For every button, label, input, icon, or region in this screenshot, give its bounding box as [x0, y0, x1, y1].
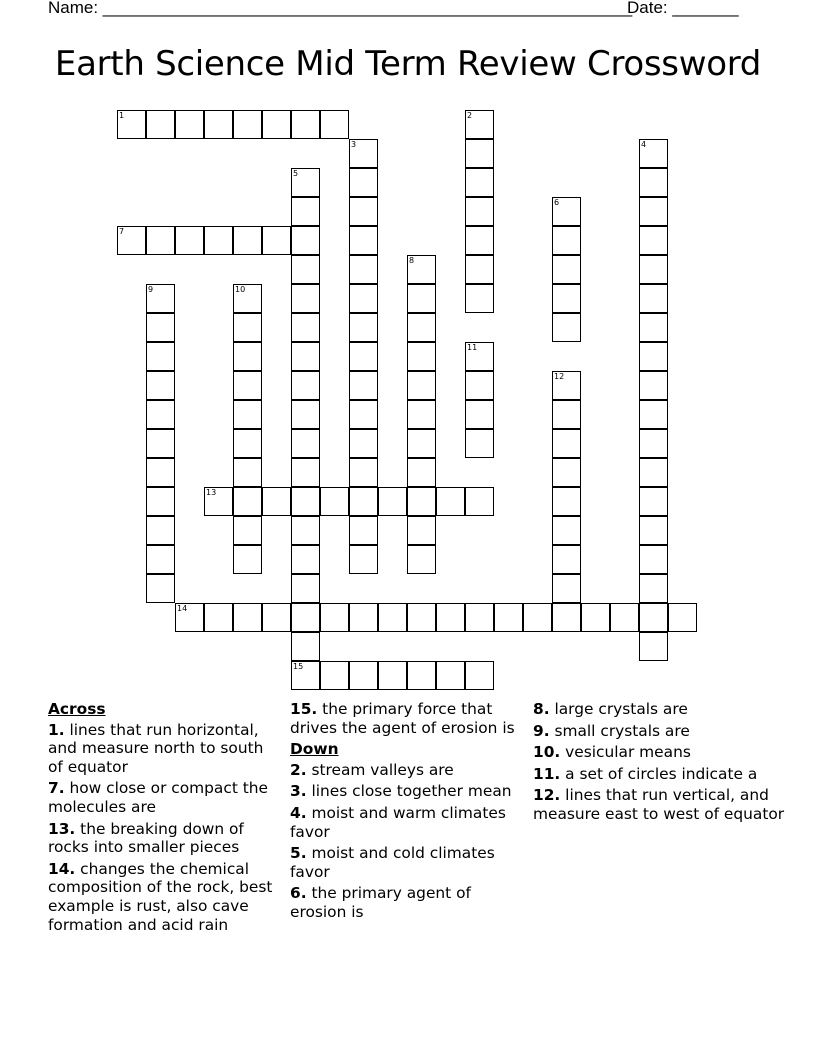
crossword-cell[interactable] — [175, 603, 204, 632]
crossword-cell[interactable] — [639, 545, 668, 574]
crossword-cell[interactable] — [465, 342, 494, 371]
across-heading: Across — [48, 700, 106, 718]
crossword-cell[interactable] — [436, 661, 465, 690]
crossword-cell[interactable] — [146, 458, 175, 487]
crossword-cell[interactable] — [639, 139, 668, 168]
clue-down-2: 2. stream valleys are — [290, 760, 454, 779]
crossword-cell[interactable] — [349, 371, 378, 400]
clue-across-15: 15. the primary force that drives the agent of erosion is — [290, 700, 515, 737]
crossword-cell[interactable] — [146, 313, 175, 342]
clue-down-4: 4. moist and warm climates favor — [290, 803, 506, 841]
crossword-cell[interactable] — [639, 632, 668, 661]
crossword-cell[interactable] — [146, 545, 175, 574]
crossword-cell[interactable] — [552, 400, 581, 429]
crossword-cell[interactable] — [233, 516, 262, 545]
crossword-cell[interactable] — [349, 284, 378, 313]
crossword-cell[interactable] — [552, 429, 581, 458]
crossword-cell[interactable] — [262, 603, 291, 632]
crossword-cell[interactable] — [291, 458, 320, 487]
clue-down-8: 8. large crystals are — [533, 700, 688, 718]
crossword-cell[interactable] — [349, 400, 378, 429]
crossword-cell[interactable] — [320, 603, 349, 632]
crossword-cell[interactable] — [552, 516, 581, 545]
crossword-cell[interactable] — [407, 661, 436, 690]
crossword-cell[interactable] — [233, 371, 262, 400]
crossword-cell[interactable] — [436, 603, 465, 632]
crossword-cell[interactable] — [407, 603, 436, 632]
crossword-cell[interactable] — [349, 661, 378, 690]
crossword-cell[interactable] — [262, 226, 291, 255]
cell-number: 5 — [293, 169, 299, 178]
crossword-cell[interactable] — [552, 458, 581, 487]
crossword-cell[interactable] — [378, 487, 407, 516]
crossword-cell[interactable] — [291, 110, 320, 139]
crossword-cell[interactable] — [465, 603, 494, 632]
crossword-cell[interactable] — [146, 429, 175, 458]
crossword-cell[interactable] — [639, 516, 668, 545]
crossword-cell[interactable] — [349, 342, 378, 371]
crossword-cell[interactable] — [407, 371, 436, 400]
crossword-cell[interactable] — [349, 313, 378, 342]
crossword-cell[interactable] — [349, 516, 378, 545]
crossword-cell[interactable] — [639, 342, 668, 371]
crossword-cell[interactable] — [349, 255, 378, 284]
crossword-cell[interactable] — [639, 371, 668, 400]
crossword-cell[interactable] — [639, 429, 668, 458]
crossword-cell[interactable] — [349, 458, 378, 487]
crossword-cell[interactable] — [523, 603, 552, 632]
clue-across-1: 1. lines that run horizontal, and measure north to south of equator — [48, 720, 264, 776]
cell-number: 11 — [467, 343, 478, 352]
crossword-cell[interactable] — [291, 400, 320, 429]
crossword-cell[interactable] — [465, 400, 494, 429]
crossword-cell[interactable] — [407, 429, 436, 458]
crossword-cell[interactable] — [552, 371, 581, 400]
crossword-cell[interactable] — [349, 197, 378, 226]
crossword-cell[interactable] — [407, 284, 436, 313]
crossword-cell[interactable] — [175, 110, 204, 139]
crossword-cell[interactable] — [204, 487, 233, 516]
crossword-cell[interactable] — [204, 110, 233, 139]
crossword-cell[interactable] — [291, 255, 320, 284]
crossword-cell[interactable] — [552, 574, 581, 603]
crossword-cell[interactable] — [552, 226, 581, 255]
crossword-cell[interactable] — [407, 342, 436, 371]
crossword-cell[interactable] — [349, 429, 378, 458]
crossword-cell[interactable] — [291, 371, 320, 400]
crossword-cell[interactable] — [320, 661, 349, 690]
crossword-cell[interactable] — [146, 342, 175, 371]
cell-number: 3 — [351, 140, 357, 149]
crossword-cell[interactable] — [552, 313, 581, 342]
crossword-cell[interactable] — [465, 371, 494, 400]
crossword-cell[interactable] — [639, 226, 668, 255]
crossword-cell[interactable] — [233, 400, 262, 429]
crossword-cell[interactable] — [146, 371, 175, 400]
clues-column-3 — [533, 700, 793, 827]
crossword-cell[interactable] — [494, 603, 523, 632]
crossword-cell[interactable] — [378, 603, 407, 632]
crossword-cell[interactable] — [320, 487, 349, 516]
crossword-cell[interactable] — [552, 197, 581, 226]
crossword-cell[interactable] — [349, 226, 378, 255]
clue-down-11: 11. a set of circles indicate a — [533, 764, 758, 783]
cell-number: 6 — [554, 198, 560, 207]
crossword-cell[interactable] — [639, 487, 668, 516]
date-field-label: Date: _______ — [627, 0, 739, 17]
crossword-cell[interactable] — [233, 313, 262, 342]
crossword-cell[interactable] — [639, 458, 668, 487]
crossword-cell[interactable] — [204, 226, 233, 255]
crossword-cell[interactable] — [552, 255, 581, 284]
crossword-cell[interactable] — [407, 400, 436, 429]
crossword-cell[interactable] — [146, 487, 175, 516]
crossword-cell[interactable] — [465, 487, 494, 516]
crossword-cell[interactable] — [146, 516, 175, 545]
crossword-cell[interactable] — [407, 487, 436, 516]
crossword-cell[interactable] — [639, 603, 668, 632]
crossword-cell[interactable] — [291, 284, 320, 313]
crossword-cell[interactable] — [146, 110, 175, 139]
clue-across-14: 14. changes the chemical composition of the rock, best example is rust, also cave formation and acid rain — [48, 859, 273, 934]
crossword-cell[interactable] — [407, 545, 436, 574]
crossword-cell[interactable] — [436, 487, 465, 516]
crossword-cell[interactable] — [262, 110, 291, 139]
crossword-cell[interactable] — [349, 487, 378, 516]
clue-down-3: 3. lines close together mean — [290, 782, 512, 801]
crossword-cell[interactable] — [204, 603, 233, 632]
clue-down-5: 5. moist and cold climates favor — [290, 844, 495, 881]
cell-number: 1 — [119, 111, 125, 120]
crossword-cell[interactable] — [233, 458, 262, 487]
crossword-cell[interactable] — [291, 545, 320, 574]
crossword-cell[interactable] — [349, 603, 378, 632]
crossword-cell[interactable] — [552, 284, 581, 313]
name-field-label: Name: ________________________________________________________ — [48, 0, 633, 17]
crossword-cell[interactable] — [117, 110, 146, 139]
crossword-cell[interactable] — [233, 429, 262, 458]
cell-number: 10 — [235, 285, 246, 294]
cell-number: 15 — [293, 662, 304, 671]
crossword-cell[interactable] — [407, 255, 436, 284]
clues-column-2 — [290, 700, 525, 925]
crossword-cell[interactable] — [262, 487, 291, 516]
cell-number: 9 — [148, 285, 154, 294]
crossword-cell[interactable] — [291, 632, 320, 661]
crossword-cell[interactable] — [465, 110, 494, 139]
cell-number: 4 — [641, 140, 647, 149]
crossword-cell[interactable] — [639, 197, 668, 226]
crossword-cell[interactable] — [465, 661, 494, 690]
crossword-cell[interactable] — [291, 429, 320, 458]
crossword-cell[interactable] — [291, 574, 320, 603]
clue-across-7: 7. how close or compact the molecules are — [48, 779, 269, 816]
cell-number: 8 — [409, 256, 415, 265]
crossword-cell[interactable] — [552, 545, 581, 574]
crossword-cell[interactable] — [465, 284, 494, 313]
crossword-cell[interactable] — [668, 603, 697, 632]
clue-across-13: 13. the breaking down of rocks into smaller pieces — [48, 819, 244, 857]
cell-number: 14 — [177, 604, 188, 613]
crossword-cell[interactable] — [291, 603, 320, 632]
crossword-cell[interactable] — [233, 487, 262, 516]
crossword-cell[interactable] — [639, 313, 668, 342]
crossword-cell[interactable] — [320, 110, 349, 139]
crossword-cell[interactable] — [465, 429, 494, 458]
page-title: Earth Science Mid Term Review Crossword — [54, 44, 762, 84]
crossword-cell[interactable] — [146, 284, 175, 313]
crossword-cell[interactable] — [407, 458, 436, 487]
crossword-cell[interactable] — [291, 226, 320, 255]
crossword-cell[interactable] — [465, 226, 494, 255]
crossword-cell[interactable] — [639, 574, 668, 603]
crossword-cell[interactable] — [349, 168, 378, 197]
crossword-cell[interactable] — [465, 139, 494, 168]
crossword-cell[interactable] — [639, 255, 668, 284]
clue-down-10: 10. vesicular means — [533, 743, 691, 762]
cell-number: 13 — [206, 488, 217, 497]
crossword-cell[interactable] — [291, 313, 320, 342]
crossword-cell[interactable] — [639, 284, 668, 313]
crossword-cell[interactable] — [465, 168, 494, 197]
crossword-cell[interactable] — [639, 168, 668, 197]
crossword-cell[interactable] — [349, 139, 378, 168]
crossword-cell[interactable] — [146, 400, 175, 429]
down-heading: Down — [290, 740, 339, 759]
crossword-cell[interactable] — [407, 516, 436, 545]
crossword-cell[interactable] — [581, 603, 610, 632]
crossword-cell[interactable] — [291, 661, 320, 690]
crossword-cell[interactable] — [349, 545, 378, 574]
cell-number: 7 — [119, 227, 125, 236]
crossword-cell[interactable] — [233, 284, 262, 313]
clue-down-12: 12. lines that run vertical, and measure east to west of equator — [533, 786, 785, 823]
crossword-cell[interactable] — [552, 487, 581, 516]
crossword-cell[interactable] — [291, 342, 320, 371]
crossword-cell[interactable] — [117, 226, 146, 255]
crossword-cell[interactable] — [552, 603, 581, 632]
clue-down-9: 9. small crystals are — [533, 721, 690, 740]
crossword-cell[interactable] — [233, 603, 262, 632]
crossword-cell[interactable] — [465, 255, 494, 284]
crossword-cell[interactable] — [233, 545, 262, 574]
crossword-cell[interactable] — [146, 574, 175, 603]
crossword-cell[interactable] — [291, 168, 320, 197]
crossword-cell[interactable] — [233, 226, 262, 255]
crossword-cell[interactable] — [291, 197, 320, 226]
crossword-cell[interactable] — [233, 110, 262, 139]
crossword-cell[interactable] — [291, 516, 320, 545]
clues-column-1 — [48, 700, 278, 937]
crossword-cell[interactable] — [407, 313, 436, 342]
crossword-cell[interactable] — [146, 226, 175, 255]
clue-down-6: 6. the primary agent of erosion is — [290, 884, 471, 921]
crossword-cell[interactable] — [233, 342, 262, 371]
cell-number: 2 — [467, 111, 473, 120]
cell-number: 12 — [554, 372, 565, 381]
crossword-cell[interactable] — [378, 661, 407, 690]
crossword-cell[interactable] — [291, 487, 320, 516]
crossword-cell[interactable] — [610, 603, 639, 632]
crossword-cell[interactable] — [465, 197, 494, 226]
crossword-cell[interactable] — [639, 400, 668, 429]
crossword-cell[interactable] — [175, 226, 204, 255]
